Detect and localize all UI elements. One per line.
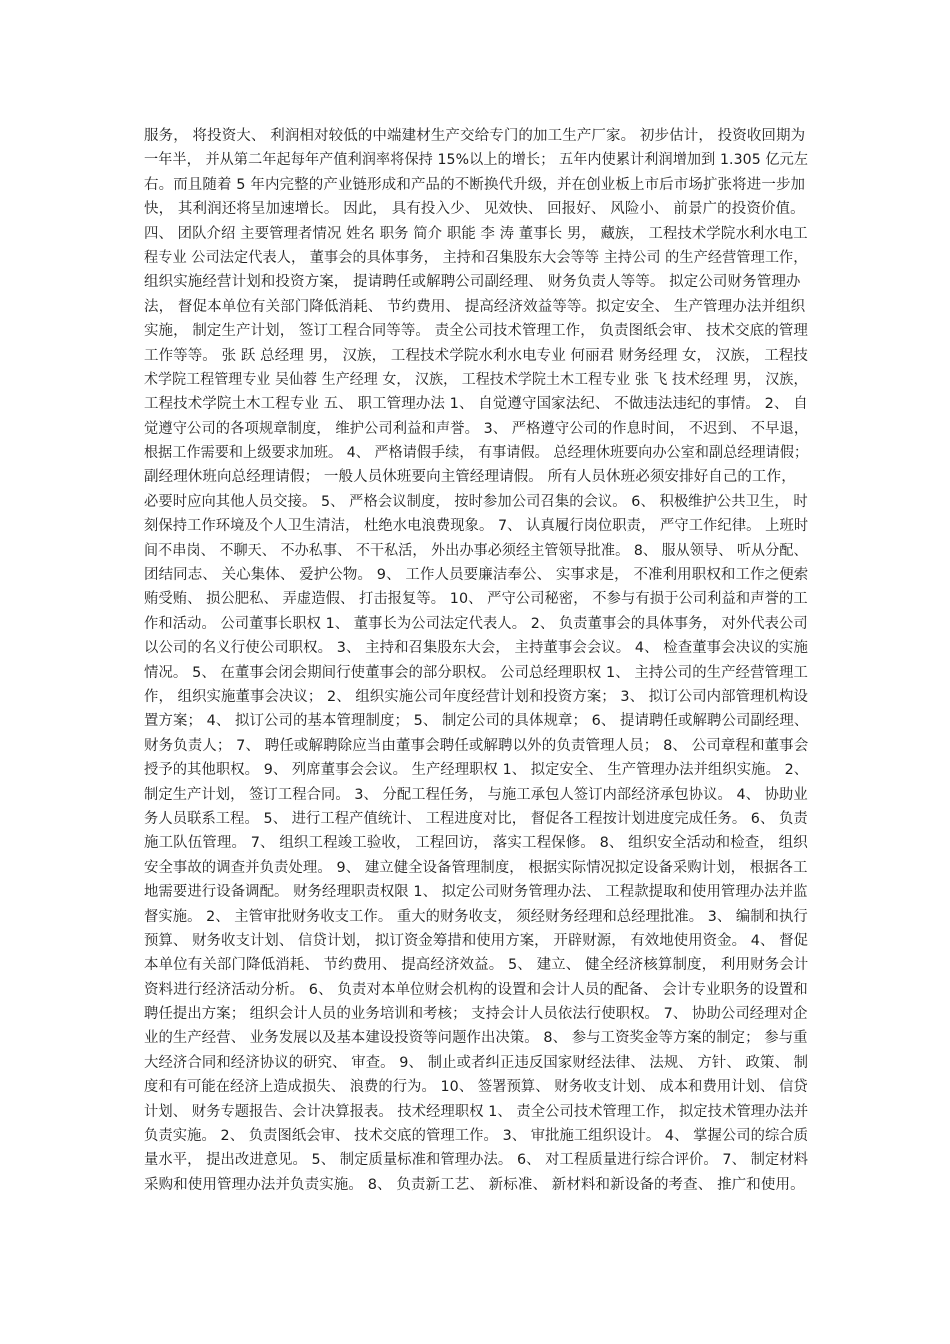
text-line: 地需要进行设备调配。 财务经理职责权限 1、 拟定公司财务管理办法、 工程款提取和使用管理办法并监 [144, 884, 808, 901]
text-line: 施工队伍管理。 7、 组织工程竣工验收， 工程回访， 落实工程保修。 8、 组织安全活动和检查， 组织 [144, 835, 808, 852]
text-line: 采购和使用管理办法并负责实施。 8、 负责新工艺、 新标准、 新材料和新设备的考查、 推广和使用。 [144, 1176, 805, 1193]
text-line: 根据工作需要和上级要求加班。 4、 严格请假手续， 有事请假。 总经理休班要向办公室和副总经理请假； [144, 445, 808, 462]
text-line: 工作等等。 张 跃 总经理 男， 汉族， 工程技术学院水利水电专业 何丽君 财务经理 女， 汉族， 工程技 [144, 347, 809, 364]
text-line: 法， 督促本单位有关部门降低消耗、 节约费用、 提高经济效益等等。拟定安全、 生产管理办法并组织 [144, 298, 806, 315]
text-line: 四、 团队介绍 主要管理者情况 姓名 职务 简介 职能 李 涛 董事长 男， 藏族， 工程技术学院水利水电工 [144, 225, 808, 242]
text-line: 财务负责人； 7、 聘任或解聘除应当由董事会聘任或解聘以外的负责管理人员； 8、 公司章程和董事会 [144, 737, 809, 754]
text-line: 组织实施经营计划和投资方案， 提请聘任或解聘公司副经理、 财务负责人等等。 拟定公司财务管理办 [144, 274, 801, 291]
text-line: 务人员联系工程。 5、 进行工程产值统计、 工程进度对比， 督促各工程按计划进度完成任务。 6、 负责 [144, 810, 808, 827]
text-line: 作和活动。 公司董事长职权 1、 董事长为公司法定代表人。 2、 负责董事会的具体事务， 对外代表公司 [144, 615, 808, 632]
text-line: 术学院工程管理专业 吴仙蓉 生产经理 女， 汉族， 工程技术学院土木工程专业 张 飞 技术经理 男， 汉族， [144, 371, 808, 388]
text-line: 工程技术学院土木工程专业 五、 职工管理办法 1、 自觉遵守国家法纪、 不做违法违纪的事情。 2、 自 [144, 396, 808, 413]
text-line: 授予的其他职权。 9、 列席董事会会议。 生产经理职权 1、 拟定安全、 生产管理办法并组织实施。 2、 [144, 762, 809, 779]
text-line: 置方案； 4、 拟订公司的基本管理制度； 5、 制定公司的具体规章； 6、 提请聘任或解聘公司副经理、 [144, 713, 808, 730]
text-line: 以公司的名义行使公司职权。 3、 主持和召集股东大会， 主持董事会会议。 4、 检查董事会决议的实施 [144, 640, 808, 657]
text-line: 量水平， 提出改进意见。 5、 制定质量标准和管理办法。 6、 对工程质量进行综合评价。 7、 制定材料 [144, 1152, 809, 1169]
text-line: 右。而且随着 5 年内完整的产业链形成和产品的不断换代升级，并在创业板上市后市场扩张将进一步加 [144, 176, 806, 193]
text-line: 聘任提出方案； 组织会计人员的业务培训和考核； 支持会计人员依法行使职权。 7、 协助公司经理对企 [144, 1006, 808, 1023]
text-line: 必要时应向其他人员交接。 5、 严格会议制度， 按时参加公司召集的会议。 6、 积极维护公共卫生， 时 [144, 493, 808, 510]
text-line: 预算、 财务收支计划、 信贷计划， 拟订资金筹措和使用方案， 开辟财源， 有效地使用资金。 4、 督促 [144, 932, 808, 949]
text-line: 刻保持工作环境及个人卫生清洁， 杜绝水电浪费现象。 7、 认真履行岗位职责， 严守工作纪律。 上班时 [144, 518, 808, 535]
text-line: 间不串岗、 不聊天、 不办私事、 不干私活， 外出办事必须经主管领导批准。 8、 服从领导、 听从分配、 [144, 542, 808, 559]
text-line: 制定生产计划， 签订工程合同。 3、 分配工程任务， 与施工承包人签订内部经济承包协议。 4、 协助业 [144, 786, 808, 803]
text-line: 服务， 将投资大、 利润相对较低的中端建材生产交给专门的加工生产厂家。 初步估计， 投资收回期为 [144, 128, 806, 144]
text-line: 大经济合同和经济协议的研究、 审查。 9、 制止或者纠正违反国家财经法律、 法规、 方针、 政策、 制 [144, 1054, 808, 1071]
text-line: 团结同志、 关心集体、 爱护公物。 9、 工作人员要廉洁奉公、 实事求是， 不准利用职权和工作之便索 [144, 567, 809, 584]
document-page [144, 124, 808, 1197]
text-line: 贿受贿、 损公肥私、 弄虚造假、 打击报复等。 10、 严守公司秘密， 不参与有损于公司利益和声誉的工 [144, 591, 808, 608]
text-line: 一年半， 并从第二年起每年产值利润率将保持 15%以上的增长； 五年内使累计利润增加到 1.305 亿元左 [144, 152, 808, 169]
text-line: 资料进行经济活动分析。 6、 负责对本单位财会机构的设置和会计人员的配备、 会计专业职务的设置和 [144, 981, 808, 998]
text-line: 业的生产经营、 业务发展以及基本建设投资等问题作出决策。 8、 参与工资奖金等方案的制定； 参与重 [144, 1030, 808, 1047]
text-line: 安全事故的调查并负责处理。 9、 建立健全设备管理制度， 根据实际情况拟定设备采购计划， 根据各工 [144, 859, 808, 876]
text-line: 计划、 财务专题报告、会计决算报表。 技术经理职权 1、 责全公司技术管理工作， 拟定技术管理办法并 [144, 1103, 808, 1120]
text-line: 度和有可能在经济上造成损失、 浪费的行为。 10、 签署预算、 财务收支计划、 成本和费用计划、 信贷 [144, 1079, 808, 1096]
text-line: 情况。 5、 在董事会闭会期间行使董事会的部分职权。 公司总经理职权 1、 主持公司的生产经营管理工 [144, 664, 808, 681]
text-line: 本单位有关部门降低消耗、 节约费用、 提高经济效益。 5、 建立、 健全经济核算制度， 利用财务会计 [144, 957, 809, 974]
text-line: 实施， 制定生产计划， 签订工程合同等等。 责全公司技术管理工作， 负责图纸会审、 技术交底的管理 [144, 323, 808, 340]
text-line: 程专业 公司法定代表人， 董事会的具体事务， 主持和召集股东大会等等 主持公司 的生产经营管理工作， [144, 249, 808, 266]
text-line: 负责实施。 2、 负责图纸会审、 技术交底的管理工作。 3、 审批施工组织设计。 4、 掌握公司的综合质 [144, 1128, 809, 1145]
text-line: 副经理休班向总经理请假； 一般人员休班要向主管经理请假。 所有人员休班必须安排好自己的工作， [144, 469, 796, 486]
text-line: 作， 组织实施董事会决议； 2、 组织实施公司年度经营计划和投资方案； 3、 拟订公司内部管理机构设 [144, 688, 808, 705]
text-line: 督实施。 2、 主管审批财务收支工作。 重大的财务收支， 须经财务经理和总经理批准。 3、 编制和执行 [144, 908, 808, 925]
text-line: 快， 其利润还将呈加速增长。 因此， 具有投入少、 见效快、 回报好、 风险小、 前景广的投资价值。 [144, 201, 805, 218]
text-line: 觉遵守公司的各项规章制度， 维护公司利益和声誉。 3、 严格遵守公司的作息时间， 不迟到、 不早退， [144, 420, 808, 437]
